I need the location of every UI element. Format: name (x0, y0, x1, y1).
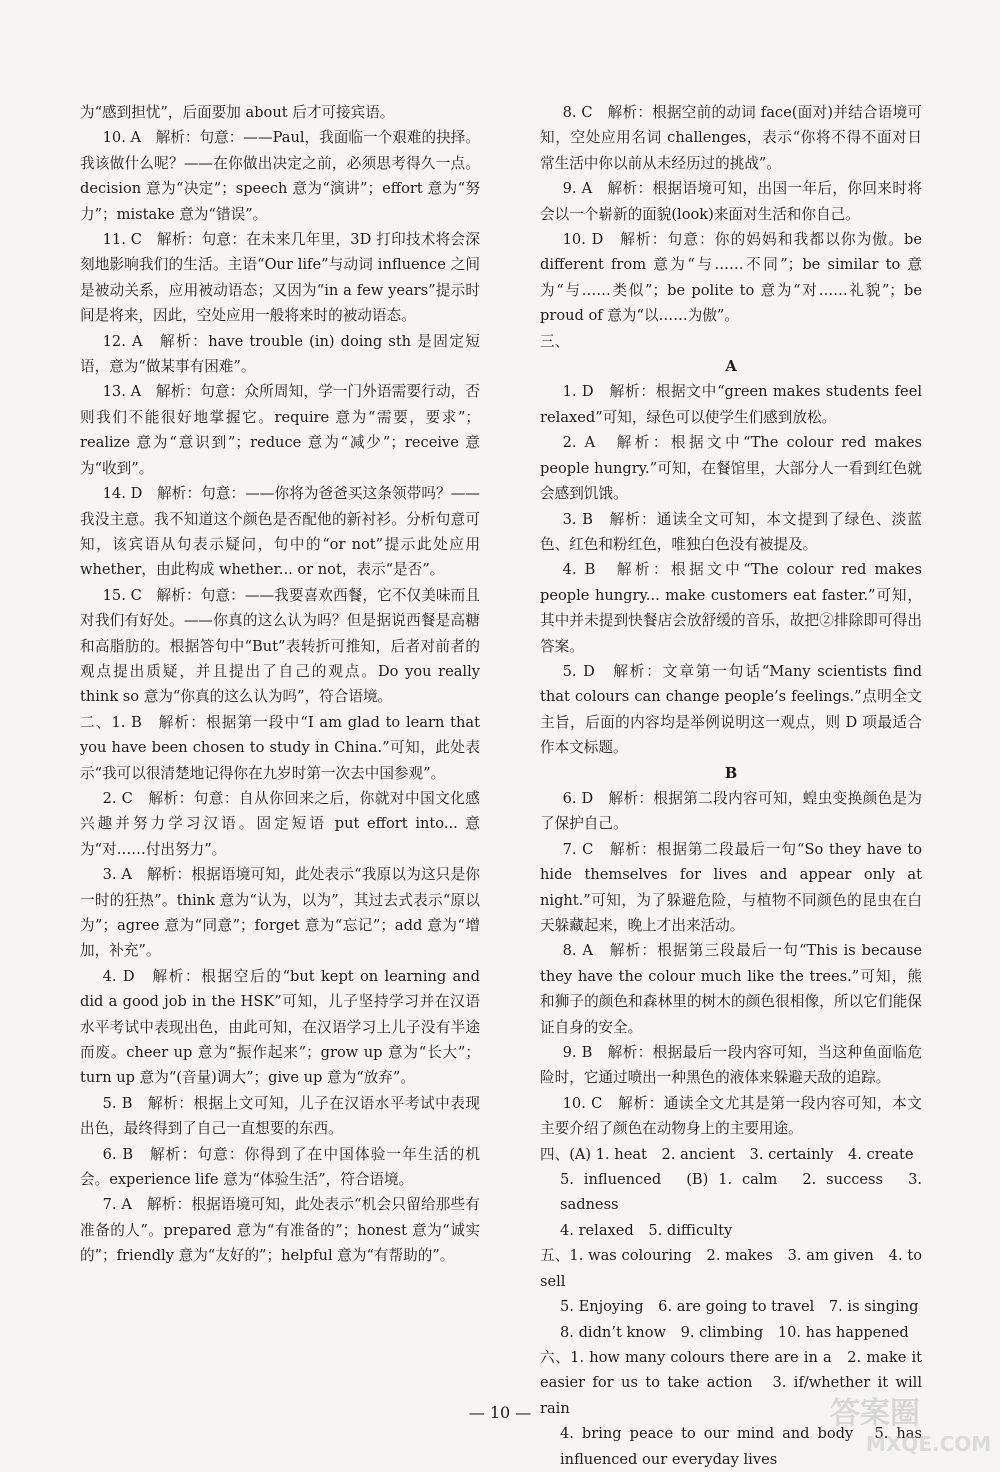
right-paragraph: 6. D 解析：根据第二段内容可知，蝗虫变换颜色是为了保护自己。 (540, 789, 922, 833)
left-paragraph: 6. B 解析：句意：你得到了在中国体验一年生活的机会。experience life 意为“体验生活”，符合语境。 (80, 1145, 480, 1189)
left-paragraph: 7. A 解析：根据语境可知，此处表示“机会只留给那些有准备的人”。prepared 意为“有准备的”；honest 意为“诚实的”；friendly 意为“友好的”；helpful 意为“有帮助的”。 (80, 1196, 480, 1265)
left-paragraph: 14. D 解析：句意：——你将为爸爸买这条领带吗？——我没主意。我不知道这个颜色是否配他的新衬衫。分析句意可知，该宾语从句表示疑问，句中的“or not”提示此处应用 whether，由此构成 whether... or not，表示“是否”。 (80, 485, 480, 579)
right-paragraph: 四、(A) 1. heat 2. ancient 3. certainly 4. create (540, 1145, 914, 1163)
right-paragraph: 4. relaxed 5. difficulty (560, 1221, 733, 1239)
watermark-url: MXQE.COM (866, 1432, 992, 1456)
watermark-logo (826, 1385, 992, 1457)
right-paragraph: 9. A 解析：根据语境可知，出国一年后，你回来时将会以一个崭新的面貌(look)来面对生活和你自己。 (540, 180, 922, 223)
right-paragraph: B (724, 764, 738, 782)
right-paragraph: 4. B 解析：根据文中“The colour red makes people hungry... make customers eat faster.”可知，其中并未提到快餐店会放舒缓的音乐，故把②排除即可得出答案。 (540, 561, 922, 655)
right-paragraph: 8. A 解析：根据第三段最后一句“This is because they have the colour much like the trees.”可知，熊和狮子的颜色和森林里的树木的颜色很相像，所以它们能保证自身的安全。 (540, 942, 922, 1036)
right-paragraph: 三、 (540, 332, 570, 350)
left-paragraph: 13. A 解析：句意：众所周知，学一门外语需要行动，否则我们不能很好地掌握它。require 意为“需要，要求”；realize 意为“意识到”；reduce 意为“减少”；receive 意为“收到”。 (80, 383, 480, 477)
left-paragraph: 4. D 解析：根据空后的“but kept on learning and did a good job in the HSK”可知，儿子坚持学习并在汉语水平考试中表现出色，由此可知，在汉语学习上儿子没有半途而废。cheer up 意为“振作起来”；grow up 意为“长大”；turn up 意为“(音量)调大”；give up 意为“放弃”。 (80, 967, 480, 1087)
right-paragraph: 5. Enjoying 6. are going to travel 7. is singing (560, 1298, 919, 1316)
right-paragraph: 9. B 解析：根据最后一段内容可知，当这种鱼面临危险时，它通过喷出一种黑色的液体来躲避天敌的追踪。 (540, 1044, 922, 1087)
watermark-text: 答案圈 (830, 1396, 920, 1431)
right-column (540, 100, 922, 1472)
right-paragraph: 8. C 解析：根据空前的动词 face(面对)并结合语境可知，空处应用名词 challenges，表示“你将不得不面对日常生活中你以前从未经历过的挑战”。 (540, 104, 922, 172)
left-paragraph: 2. C 解析：句意：自从你回来之后，你就对中国文化感兴趣并努力学习汉语。固定短语 put effort into... 意为“对……付出努力”。 (80, 789, 480, 858)
left-paragraph: 二、1. B 解析：根据第一段中“I am glad to learn that you have been chosen to study in China.”可知，此处表示“我可以很清楚地记得你在九岁时第一次去中国参观”。 (80, 713, 480, 782)
right-paragraph: 5. influenced (B) 1. calm 2. success 3. sadness (560, 1171, 922, 1214)
page-number: — 10 — (468, 1403, 532, 1422)
right-paragraph: A (725, 358, 737, 376)
left-paragraph: 5. B 解析：根据上文可知，儿子在汉语水平考试中表现出色，最终得到了自己一直想要的东西。 (80, 1094, 480, 1138)
left-paragraph: 12. A 解析：have trouble (in) doing sth 是固定短语，意为“做某事有困难”。 (80, 332, 480, 376)
right-paragraph: 10. D 解析：句意：你的妈妈和我都以你为傲。be different from 意为“与……不同”；be similar to 意为“与……类似”；be polite to 意为“对……礼貌”；be proud of 意为“以……为傲”。 (540, 231, 922, 325)
right-paragraph: 五、1. was colouring 2. makes 3. am given 4. to sell (540, 1247, 922, 1290)
left-paragraph: 10. A 解析：句意：——Paul，我面临一个艰难的抉择。我该做什么呢？——在你做出决定之前，必须思考得久一点。decision 意为“决定”；speech 意为“演讲”；effort 意为“努力”；mistake 意为“错误”。 (80, 129, 480, 223)
right-paragraph: 1. D 解析：根据文中“green makes students feel relaxed”可知，绿色可以使学生们感到放松。 (540, 383, 922, 426)
left-paragraph: 11. C 解析：句意：在未来几年里，3D 打印技术将会深刻地影响我们的生活。主语“Our life”与动词 influence 之间是被动关系，应用被动语态；又因为“in a few years”提示时间是将来，因此，空处应用一般将来时的被动语态。 (80, 231, 480, 325)
right-paragraph: 5. D 解析：文章第一句话“Many scientists find that colours can change people’s feelings.”点明全文主旨，后面的内容均是举例说明这一观点，则 D 项最适合作本文标题。 (540, 662, 922, 757)
right-paragraph: 8. didn’t know 9. climbing 10. has happened (560, 1323, 909, 1341)
right-paragraph: 3. B 解析：通读全文可知，本文提到了绿色、淡蓝色、红色和粉红色，唯独白色没有被提及。 (540, 510, 922, 553)
right-paragraph: 10. C 解析：通读全文尤其是第一段内容可知，本文主要介绍了颜色在动物身上的主要用途。 (540, 1094, 922, 1138)
right-paragraph: 7. C 解析：根据第二段最后一句“So they have to hide themselves for lives and appear only at night.”可知，为了躲避危险，与植物不同颜色的昆虫在白天躲藏起来，晚上才出来活动。 (540, 840, 922, 934)
left-paragraph: 15. C 解析：句意：——我要喜欢西餐，它不仅美味而且对我们有好处。——你真的这么认为吗？但是据说西餐是高糖和高脂肪的。根据答句中“But”表转折可推知，后者对前者的观点提出质疑，并且提出了自己的观点。Do you really think so 意为“你真的这么认为吗”，符合语境。 (80, 586, 480, 706)
right-paragraph: 4. bring peace to our mind and body 5. has influenced our everyday lives (560, 1425, 922, 1468)
right-paragraph: 六、1. how many colours there are in a 2. make it easier for us to take action 3. if/whether it will rain (540, 1348, 922, 1417)
left-paragraph: 为“感到担忧”，后面要加 about 后才可接宾语。 (80, 104, 395, 121)
right-paragraph: 2. A 解析：根据文中“The colour red makes people hungry.”可知，在餐馆里，大部分人一看到红色就会感到饥饿。 (540, 434, 922, 503)
left-column (80, 100, 480, 1269)
watermark-logo-icon (826, 1385, 992, 1457)
left-paragraph: 3. A 解析：根据语境可知，此处表示“我原以为这只是你一时的狂热”。think 意为“认为，以为”，其过去式表示“原以为”；agree 意为“同意”；forget 意为“忘记”；add 意为“增加，补充”。 (80, 866, 480, 960)
